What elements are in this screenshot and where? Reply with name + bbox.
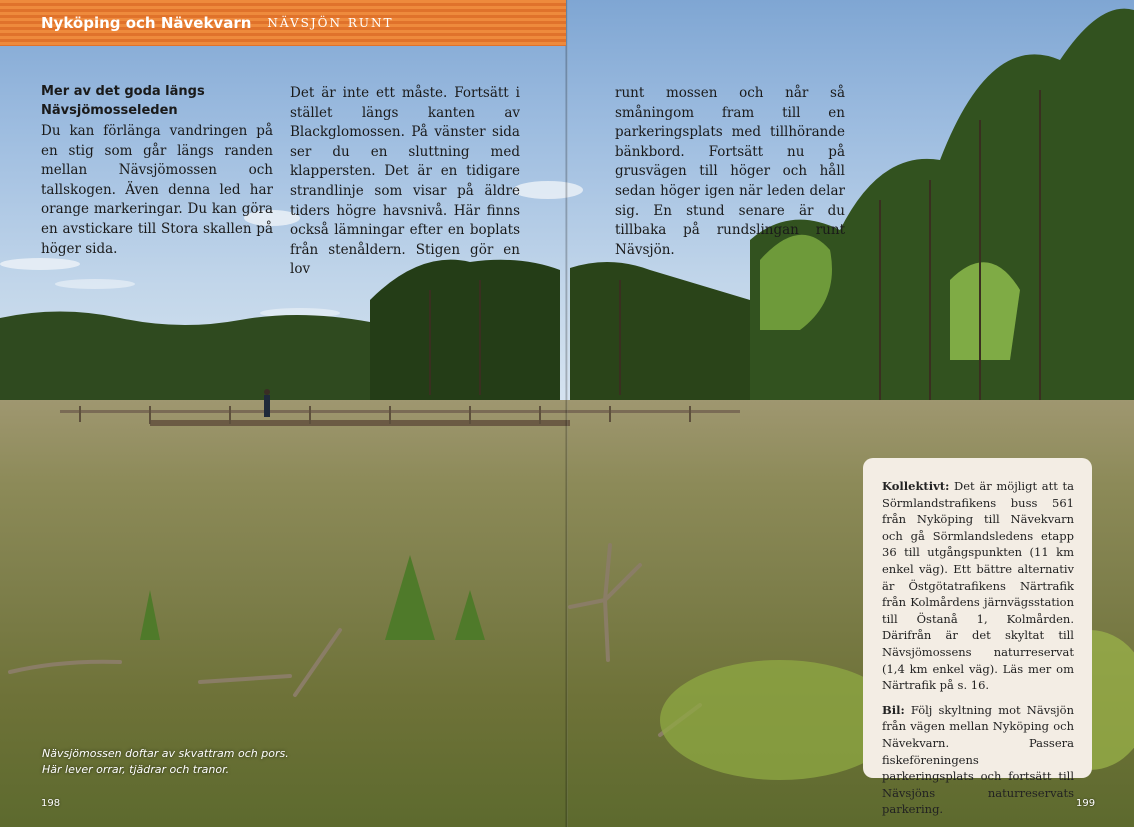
text-column-1 [41,82,273,259]
column2-paragraph: Det är inte ett måste. Fortsätt i stället längs kanten av Blackglomossen. På vänster sida ser du en sluttning med klappersten. Det är en tidigare strandlinje som visar på äldre tiders högre havsnivå. Här finns också lämningar efter en boplats från stenåldern. Stigen gör en lov [290,85,520,278]
page-number-right: 199 [1076,798,1096,809]
section-heading-line2: Nävsjömosseleden [41,103,178,118]
info-transit-text: Det är möjligt att ta Sörmlandstrafikens buss 561 från Nyköping till Nävekvarn och gå Sörmlandsledens etapp 36 till utgångspunkten (11 km enkel väg). Ett bättre alternativ är Östgötatrafikens Närtrafik från Kolmårdens järnvägsstation till Östanå 1, Kolmården. Därifrån är det skyltat till Nävsjömossens naturreservat (1,4 km enkel väg). Läs mer om Närtrafik på s. 16. [882,479,1075,693]
section-heading-line1: Mer av det goda längs [41,84,205,99]
info-car-text: Följ skyltning mot Nävsjön från vägen mellan Nyköping och Nävekvarn. Passera fiskeföreningens parkeringsplats och fortsätt till Nävsjöns naturreservats parkering. [882,702,1075,817]
info-car [882,702,1074,818]
book-title: Nyköping och Nävekvarn [41,14,252,32]
info-transit [882,478,1074,694]
text-column-3 [615,84,845,260]
info-transit-label: Kollektivt: [882,479,950,493]
page-fold [565,0,568,827]
column3-paragraph: runt mossen och når så småningom fram till en parkeringsplats med tillhörande bänkbord. Fortsätt nu på grusvägen till höger och håll sedan höger igen när leden delar sig. En stund senare är du tillbaka på rundslingan runt Nävsjön. [615,85,845,258]
section-heading [41,82,273,120]
caption-line2: Här lever orrar, tjädrar och tranor. [42,762,230,776]
caption-line1: Nävsjömossen doftar av skvattram och pors. [42,747,289,760]
text-column-2 [290,84,520,280]
chapter-banner [0,0,566,46]
page-number-left: 198 [41,798,61,809]
info-car-label: Bil: [882,702,905,717]
column1-paragraph: Du kan förlänga vandringen på en stig som går längs randen mellan Nävsjömossen och tallskogen. Även denna led har orange markeringar. Du kan göra en avstickare till Stora skallen på höger sida. [41,123,273,257]
photo-caption [42,746,302,777]
chapter-title: NÄVSJÖN RUNT [267,16,394,30]
